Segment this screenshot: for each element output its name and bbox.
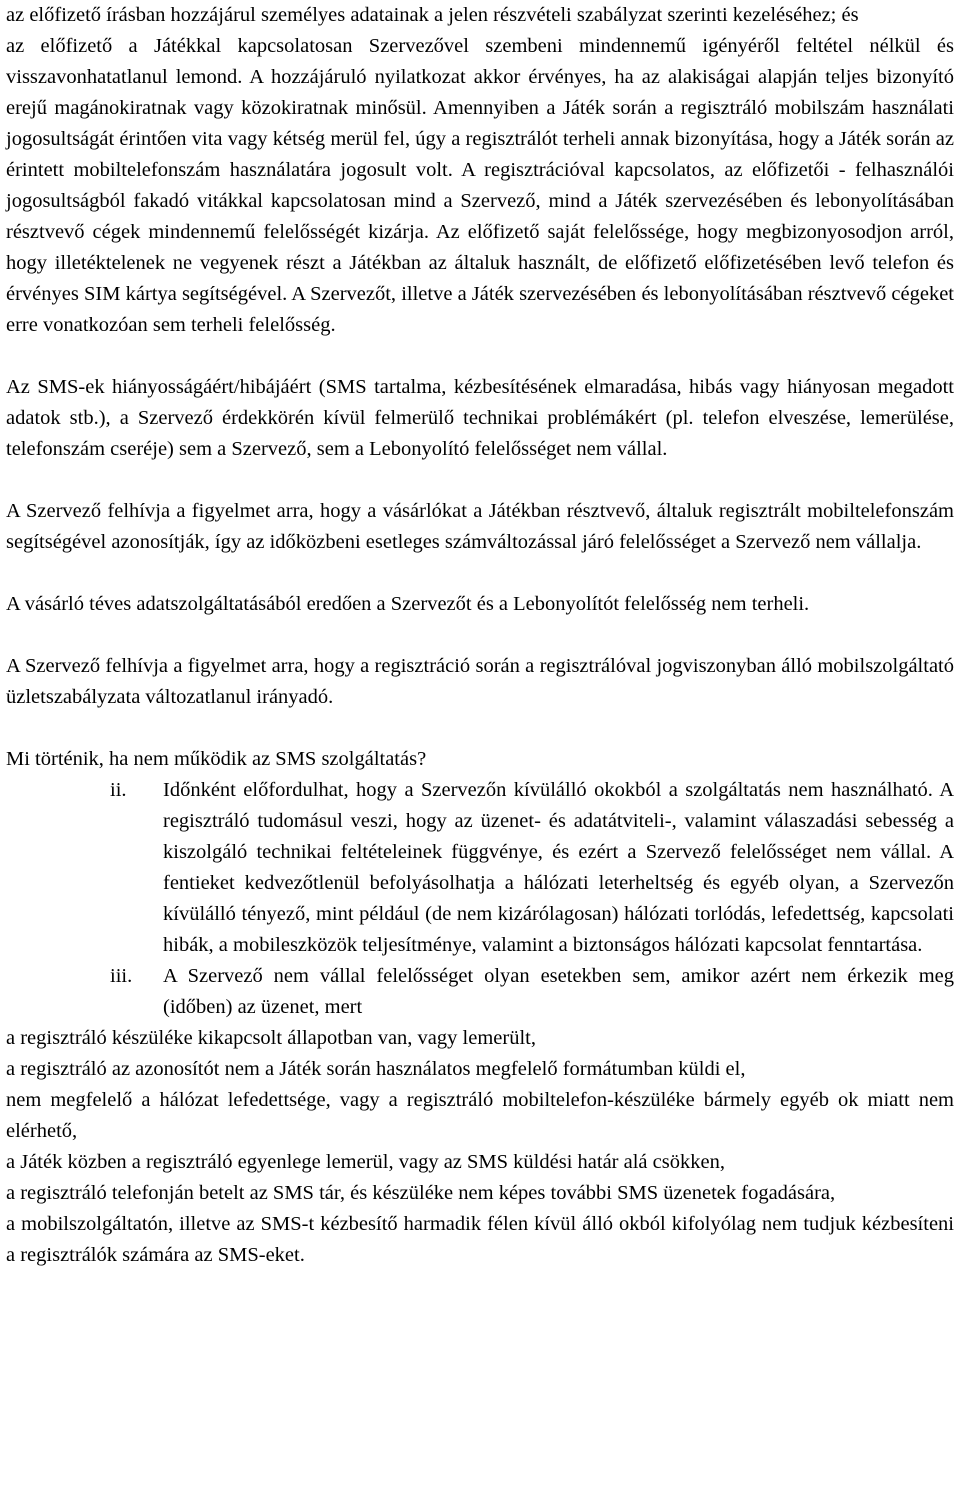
numbered-list xyxy=(6,775,954,1023)
list-item xyxy=(6,775,954,961)
list-item-text: A Szervező nem vállal felelősséget olyan esetekben sem, amikor azért nem érkezik meg (időben) az üzenet, mert xyxy=(163,965,954,1018)
reason-line: nem megfelelő a hálózat lefedettsége, vagy a regisztráló mobiltelefon-készüléke bármely egyéb ok miatt nem elérhető, xyxy=(6,1089,954,1142)
paragraph-phone-identification: A Szervező felhívja a figyelmet arra, hogy a vásárlókat a Játékban résztvevő, általuk regisztrált mobiltelefonszám segítségével azonosítják, így az időközbeni esetleges számváltozással járó felelősséget a Szervező nem vállalja. xyxy=(6,500,954,553)
document-page xyxy=(6,0,954,1271)
list-item xyxy=(6,961,954,1023)
paragraph-provider-terms: A Szervező felhívja a figyelmet arra, hogy a regisztráció során a regisztrálóval jogviszonyban álló mobilszolgáltató üzletszabályzata változatlanul irányadó. xyxy=(6,655,954,708)
reason-line: a regisztráló az azonosítót nem a Játék során használatos megfelelő formátumban küldi el, xyxy=(6,1058,746,1080)
list-item-number: iii. xyxy=(110,965,133,987)
paragraph-waiver: az előfizető a Játékkal kapcsolatosan Szervezővel szembeni mindennemű igényéről feltétel nélkül és visszavonhatatlanul lemond. A hozzájáruló nyilatkozat akkor érvényes, ha az alakiságai alapján teljes bizonyító erejű magánokiratnak vagy közokiratnak minősül. Amennyiben a Játék során a regisztráló mobilszám használati jogosultságát érintően vita vagy kétség merül fel, úgy a regisztrálót terheli annak bizonyítása, hogy a Játék során az érintett mobiltelefonszám használatára jogosult volt. A regisztrációval kapcsolatos, az előfizetői - felhasználói jogosultságból fakadó vitákkal kapcsolatosan mind a Szervező, mind a Játék szervezésében és lebonyolításában résztvevő cégek mindennemű felelősségét kizárja. Az előfizető saját felelőssége, hogy megbizonyosodjon arról, hogy illetéktelenek ne vegyenek részt a Játékban az általuk használt, de előfizető előfizetésében levő telefon és érvényes SIM kártya segítségével. A Szervezőt, illetve a Játék szervezésében és lebonyolításában résztvevő cégeket erre vonatkozóan sem terheli felelősség. xyxy=(6,35,954,336)
list-item-number: ii. xyxy=(110,779,127,801)
reason-line: a regisztráló telefonján betelt az SMS tár, és készüléke nem képes további SMS üzenetek fogadására, xyxy=(6,1182,836,1204)
paragraph-false-data: A vásárló téves adatszolgáltatásából eredően a Szervezőt és a Lebonyolítót felelősség nem terheli. xyxy=(6,593,810,615)
list-item-text: Időnként előfordulhat, hogy a Szervezőn kívülálló okokból a szolgáltatás nem használható. A regisztráló tudomásul veszi, hogy az üzenet- és adatátviteli-, valamint válaszadási sebesség a kiszolgáló technikai feltételeinek függvénye, és ezért a Szervező felelősséget nem vállal. A fentieket kedvezőtlenül befolyásolhatja a hálózati leterheltség és egyéb olyan, a Szervezőn kívülálló tényező, mint például (de nem kizárólagosan) hálózati torlódás, lefedettség, kapcsolati hibák, a mobileszközök teljesítménye, valamint a biztonságos hálózati kapcsolat fenntartása. xyxy=(163,779,954,956)
reason-line: a mobilszolgáltatón, illetve az SMS-t kézbesítő harmadik félen kívül álló okból kifolyólag nem tudjuk kézbesíteni a regisztrálók számára az SMS-eket. xyxy=(6,1213,954,1266)
reason-line: a regisztráló készüléke kikapcsolt állapotban van, vagy lemerült, xyxy=(6,1027,536,1049)
question-heading: Mi történik, ha nem működik az SMS szolgáltatás? xyxy=(6,748,427,770)
paragraph-sms-liability: Az SMS-ek hiányosságáért/hibájáért (SMS tartalma, kézbesítésének elmaradása, hibás vagy hiányosan megadott adatok stb.), a Szervező érdekkörén kívül felmerülő technikai problémákért (pl. telefon elveszése, lemerülése, telefonszám cseréje) sem a Szervező, sem a Lebonyolító felelősséget nem vállal. xyxy=(6,376,954,460)
paragraph-consent: az előfizető írásban hozzájárul személyes adatainak a jelen részvételi szabályzat szerinti kezeléséhez; és xyxy=(6,4,859,26)
reason-line: a Játék közben a regisztráló egyenlege lemerül, vagy az SMS küldési határ alá csökken, xyxy=(6,1151,725,1173)
